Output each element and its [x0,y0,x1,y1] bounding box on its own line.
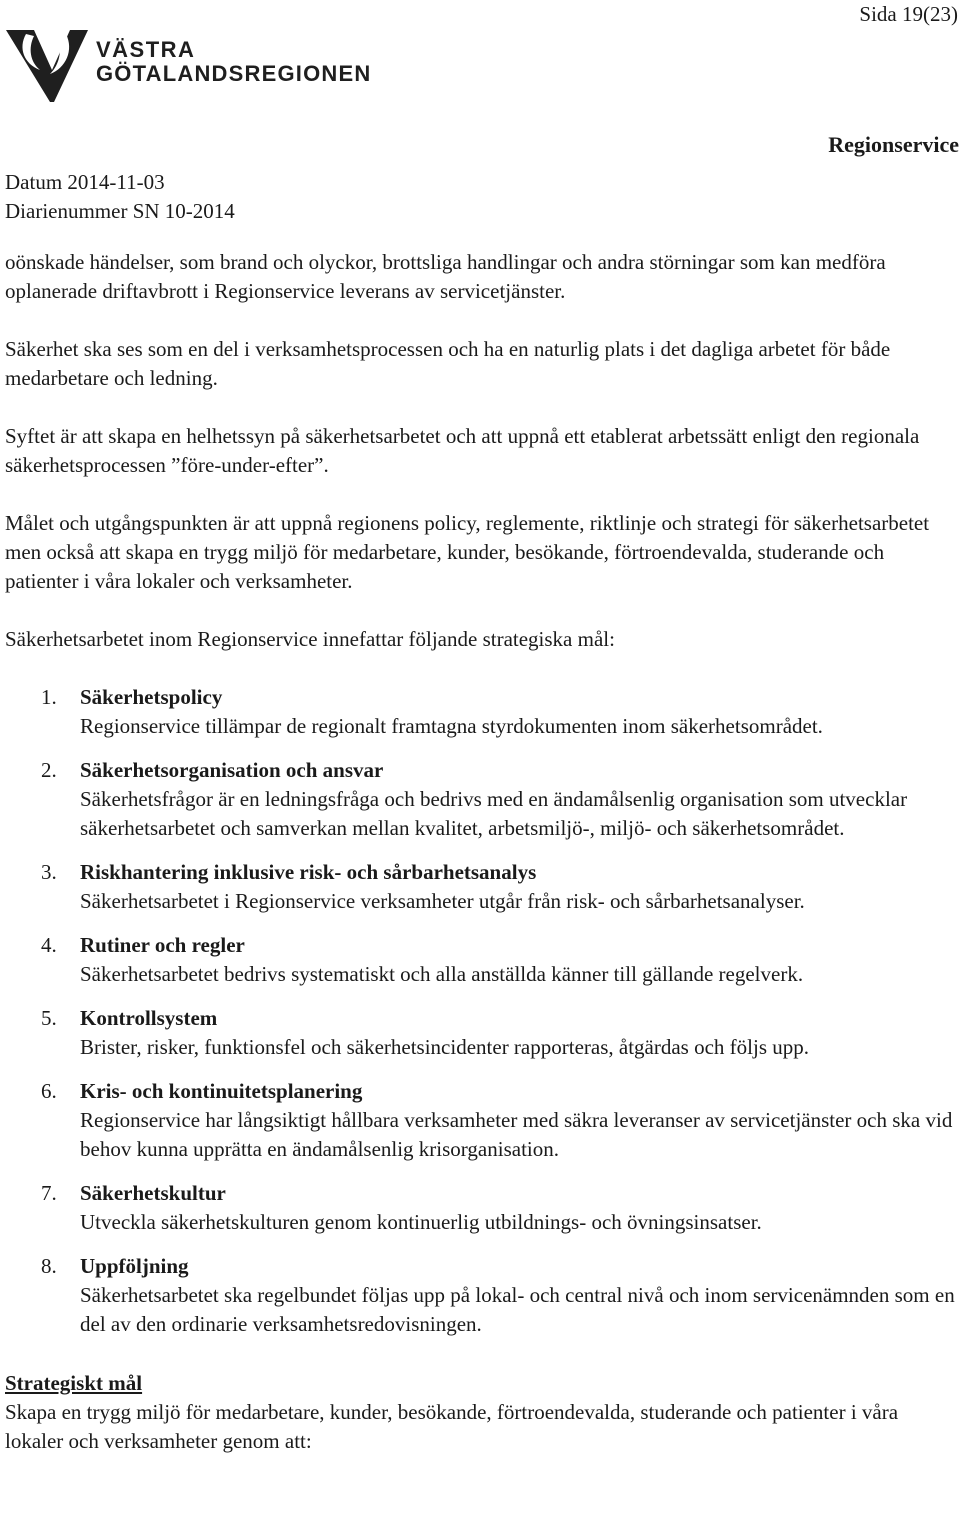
diary-number: Diarienummer SN 10-2014 [5,199,235,223]
paragraph-2: Säkerhet ska ses som en del i verksamhetsprocessen och ha en naturlig plats i det dagliga arbetet för både medarbetare och ledning. [5,337,891,390]
goal-description: Säkerhetsfrågor är en ledningsfråga och bedrivs med en ändamålsenlig organisation som utvecklar säkerhetsarbetet och samverkan mellan kvalitet, arbetsmiljö-, miljö- och säkerhetsområdet. [80,787,908,840]
goal-item [5,756,960,843]
goal-number: 2. [41,758,57,782]
document-meta [5,168,235,226]
goal-number: 1. [41,685,57,709]
goal-number: 6. [41,1079,57,1103]
goal-title: Kontrollsystem [80,1006,218,1030]
goal-title: Säkerhetskultur [80,1181,226,1205]
goal-item [5,1179,960,1237]
goal-item [5,858,960,916]
goal-title: Kris- och kontinuitetsplanering [80,1079,363,1103]
document-body [5,248,960,1456]
goal-description: Brister, risker, funktionsfel och säkerhetsincidenter rapporteras, åtgärdas och följs upp. [80,1035,810,1059]
goal-description: Regionservice tillämpar de regionalt framtagna styrdokumenten inom säkerhetsområdet. [80,714,823,738]
document-date: Datum 2014-11-03 [5,170,165,194]
goal-title: Uppföljning [80,1254,189,1278]
goal-title: Säkerhetspolicy [80,685,223,709]
region-logo-icon [4,24,94,108]
paragraph-4: Målet och utgångspunkten är att uppnå regionens policy, reglemente, riktlinje och strategi för säkerhetsarbetet men också att skapa en trygg miljö för medarbetare, kunder, besökande, förtroendevalda, studerande och patienter i våra lokaler och verksamheter. [5,511,930,593]
goal-item [5,1252,960,1339]
logo-wordmark [96,38,371,86]
goal-number: 5. [41,1006,57,1030]
goal-item [5,1004,960,1062]
page-number: Sida 19(23) [859,2,958,26]
goal-number: 3. [41,860,57,884]
goal-item [5,683,960,741]
goal-description: Säkerhetsarbetet bedrivs systematiskt och alla anställda känner till gällande regelverk. [80,962,804,986]
goal-description: Regionservice har långsiktigt hållbara verksamheter med säkra leveranser av servicetjänster och ska vid behov kunna upprätta en ändamålsenlig krisorganisation. [80,1108,953,1161]
goal-description: Säkerhetsarbetet i Regionservice verksamheter utgår från risk- och sårbarhetsanalyser. [80,889,805,913]
goal-description: Utveckla säkerhetskulturen genom kontinuerlig utbildnings- och övningsinsatser. [80,1210,762,1234]
paragraph-1: oönskade händelser, som brand och olyckor, brottsliga handlingar och andra störningar som kan medföra oplanerade driftavbrott i Regionservice leverans av servicetjänster. [5,250,886,303]
paragraph-3: Syftet är att skapa en helhetssyn på säkerhetsarbetet och att uppnå ett etablerat arbetssätt enligt den regionala säkerhetsprocessen ”före-under-efter”. [5,424,920,477]
goal-title: Säkerhetsorganisation och ansvar [80,758,384,782]
department-name: Regionservice [828,132,959,157]
goal-number: 7. [41,1181,57,1205]
goals-intro: Säkerhetsarbetet inom Regionservice innefattar följande strategiska mål: [5,627,615,651]
logo-line-1: VÄSTRA [96,37,196,62]
goal-description: Säkerhetsarbetet ska regelbundet följas upp på lokal- och central nivå och inom servicenämnden som en del av den ordinarie verksamhetsredovisningen. [80,1283,955,1336]
goal-number: 8. [41,1254,57,1278]
strategic-goals-list [5,683,960,1339]
goal-number: 4. [41,933,57,957]
goal-title: Rutiner och regler [80,933,245,957]
strategic-goal-text: Skapa en trygg miljö för medarbetare, kunder, besökande, förtroendevalda, studerande och patienter i våra lokaler och verksamheter genom att: [5,1400,899,1453]
goal-item [5,1077,960,1164]
region-logo [4,24,394,108]
strategic-goal-heading: Strategiskt mål [5,1371,143,1395]
goal-item [5,931,960,989]
logo-line-2: GÖTALANDSREGIONEN [96,61,372,86]
goal-title: Riskhantering inklusive risk- och sårbarhetsanalys [80,860,537,884]
